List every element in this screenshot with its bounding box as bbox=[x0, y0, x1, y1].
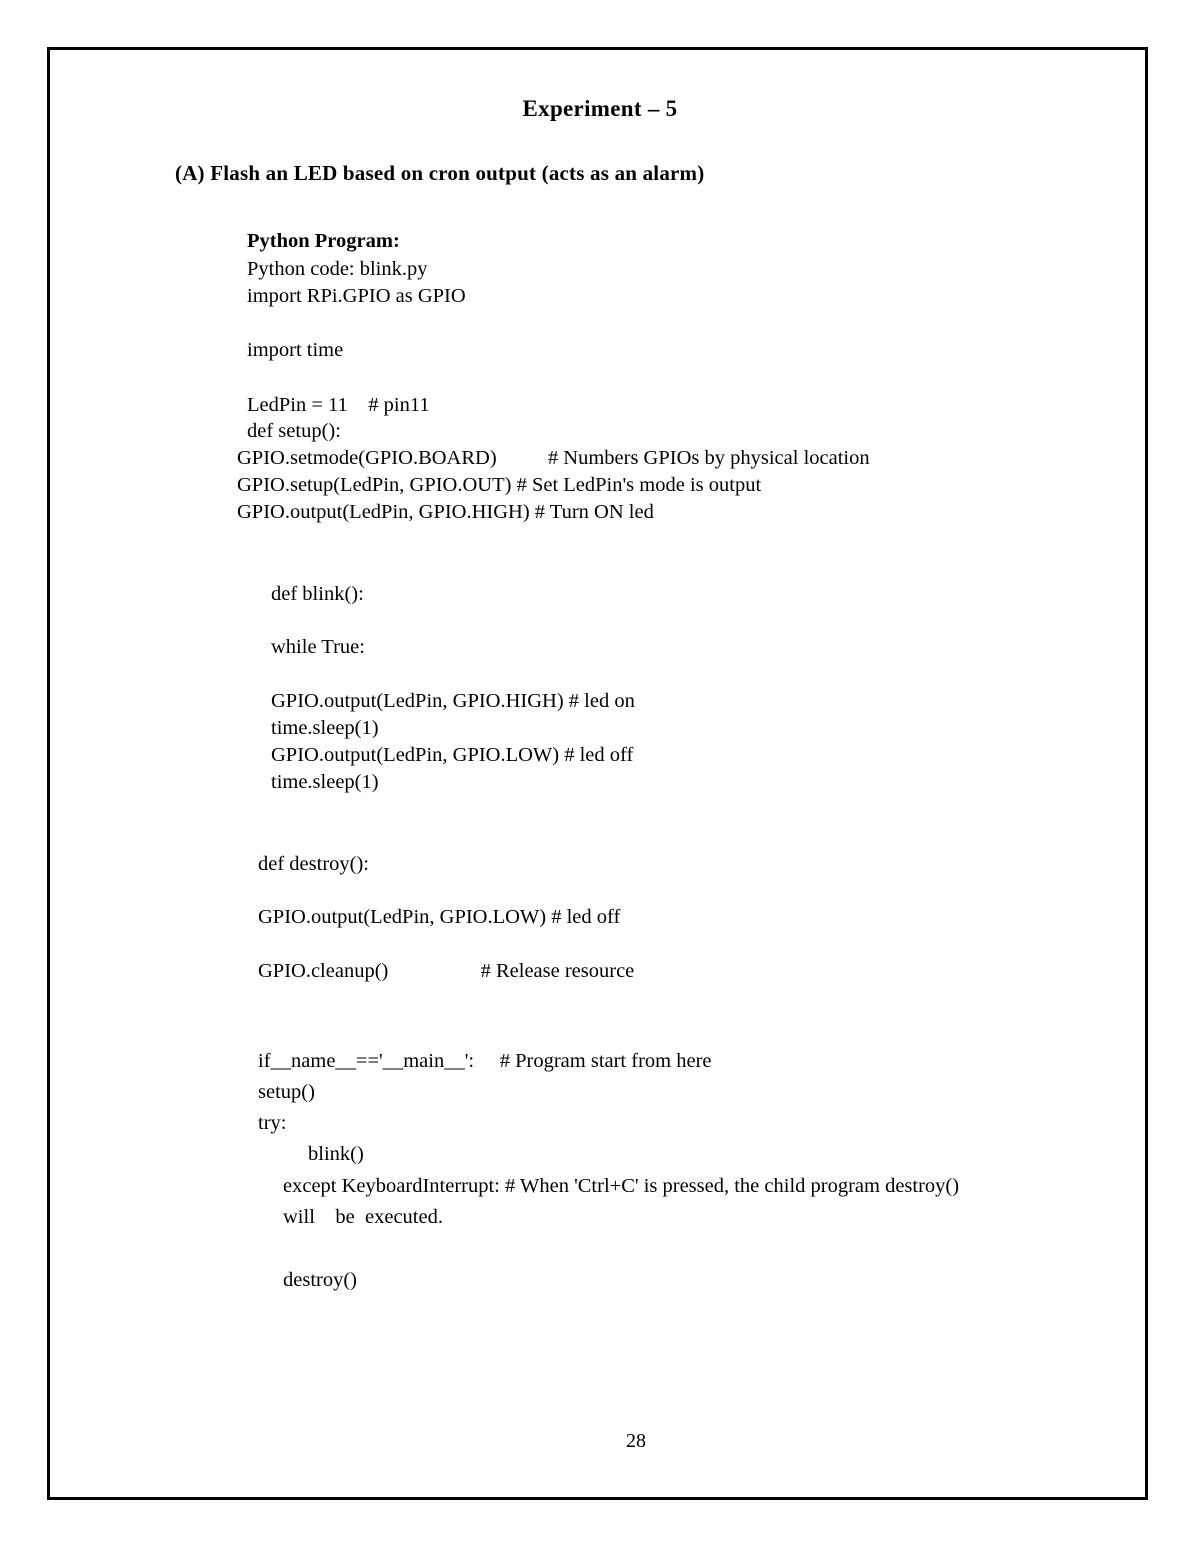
code-line: try: bbox=[258, 1112, 287, 1134]
code-line: if__name__=='__main__': # Program start from here bbox=[258, 1050, 712, 1072]
code-line: except KeyboardInterrupt: # When 'Ctrl+C' is pressed, the child program destroy() bbox=[283, 1175, 960, 1197]
section-heading: (A) Flash an LED based on cron output (acts as an alarm) bbox=[175, 161, 705, 185]
code-line: time.sleep(1) bbox=[271, 717, 379, 739]
code-line: LedPin = 11 # pin11 bbox=[247, 394, 430, 416]
code-line: def setup(): bbox=[247, 420, 341, 442]
program-label: Python Program: bbox=[247, 230, 400, 252]
code-line: Python code: blink.py bbox=[247, 258, 428, 280]
page-number: 28 bbox=[626, 1430, 646, 1452]
document-title: Experiment – 5 bbox=[522, 96, 678, 121]
code-line: GPIO.output(LedPin, GPIO.LOW) # led off bbox=[258, 906, 621, 928]
code-line: def destroy(): bbox=[258, 853, 369, 875]
code-line: def blink(): bbox=[271, 583, 364, 605]
code-line: GPIO.setup(LedPin, GPIO.OUT) # Set LedPin's mode is output bbox=[237, 474, 762, 496]
code-line: GPIO.output(LedPin, GPIO.HIGH) # led on bbox=[271, 690, 635, 712]
code-line: blink() bbox=[308, 1143, 364, 1165]
code-line: time.sleep(1) bbox=[271, 771, 379, 793]
code-line: setup() bbox=[258, 1081, 315, 1103]
code-line: will be executed. bbox=[283, 1206, 443, 1228]
code-line: import time bbox=[247, 339, 344, 361]
page-border bbox=[47, 47, 1148, 1500]
code-line: destroy() bbox=[283, 1269, 358, 1291]
code-line: while True: bbox=[271, 636, 365, 658]
code-line: GPIO.cleanup() # Release resource bbox=[258, 960, 635, 982]
code-line: import RPi.GPIO as GPIO bbox=[247, 285, 466, 307]
code-line: GPIO.output(LedPin, GPIO.LOW) # led off bbox=[271, 744, 634, 766]
code-line: GPIO.setmode(GPIO.BOARD) # Numbers GPIOs by physical location bbox=[237, 447, 870, 469]
code-line: GPIO.output(LedPin, GPIO.HIGH) # Turn ON led bbox=[237, 501, 654, 523]
